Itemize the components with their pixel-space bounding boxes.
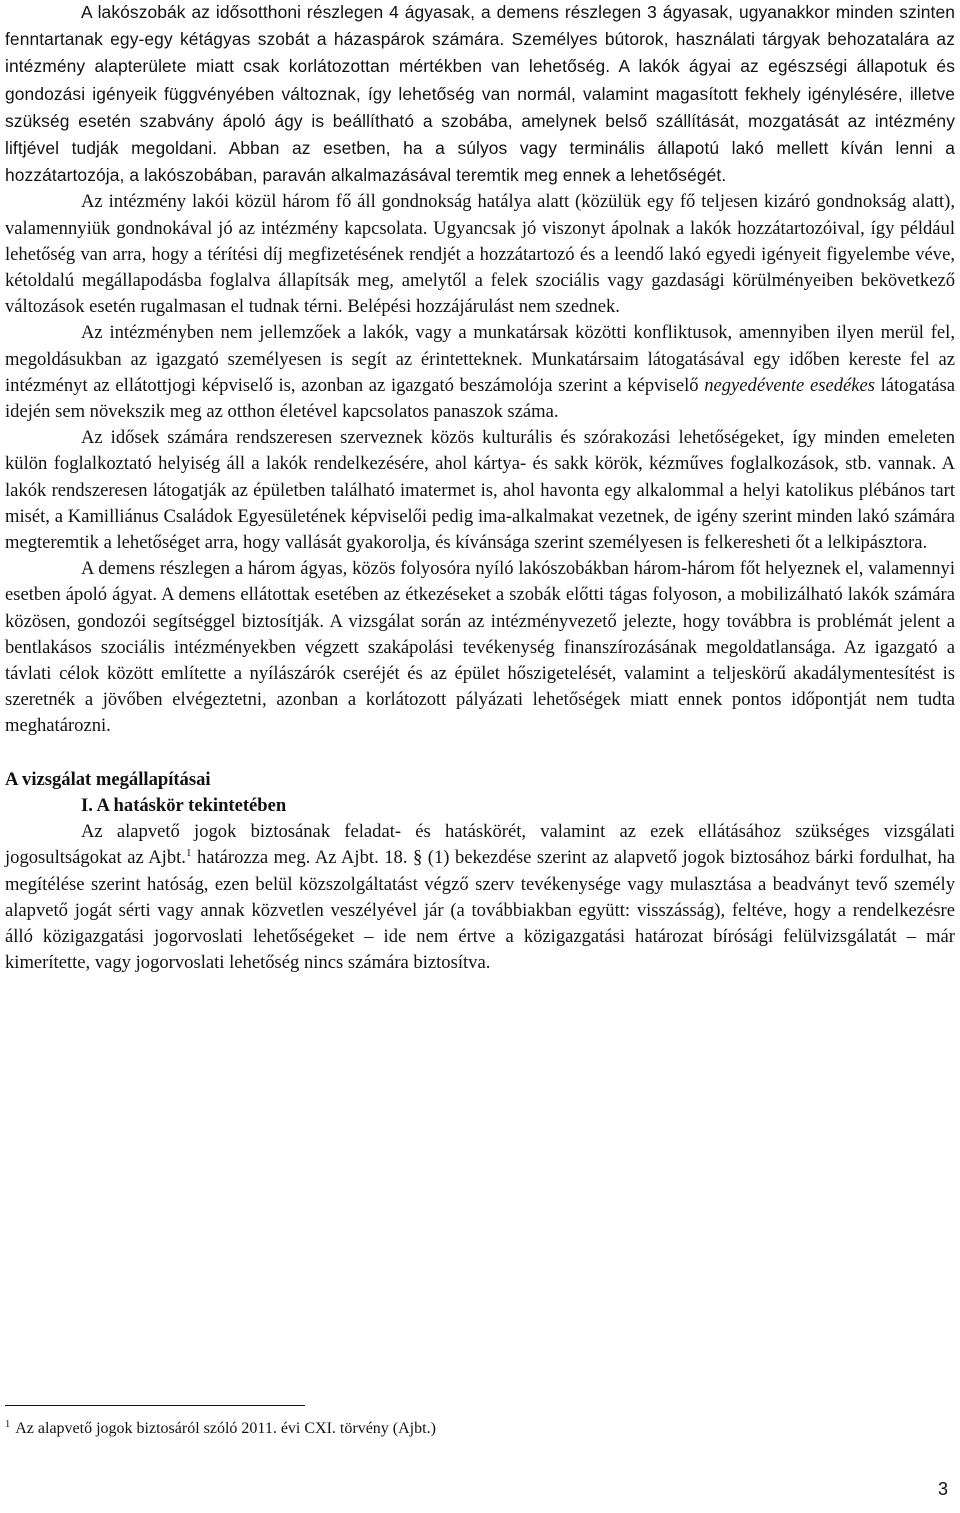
section-heading: A vizsgálat megállapításai — [5, 768, 211, 790]
footnote-text: Az alapvető jogok biztosáról szóló 2011. évi CXI. törvény (Ajbt.) — [15, 1420, 436, 1437]
paragraph-rooms-text: A lakószobák az idősotthoni részlegen 4 ágyasak, a demens részlegen 3 ágyasak, ugyanakkor minden szinten fenntartanak egy-egy kétágyas szobát a házaspárok számára. Személyes bútorok, használati tárgyak behozatalára az intézmény alapterülete miatt csak korlátozottan mértékben van lehetőség. A lakók ágyai az egészségi állapotuk és gondozási igényeik függvényében változnak, így lehetőség van normál, valamint magasított fekhely igénylésére, illetve szükség esetén szabvány ápoló ágy is beállítható a szobába, amelynek belső szállítását, mozgatását az intézmény liftjével tudják megoldani. Abban az esetben, ha a súlyos vagy terminális állapotú lakó mellett kíván lenni a hozzátartozója, a lakószobában, paraván alkalmazásával teremtik meg ennek a lehetőségét. — [5, 2, 955, 186]
paragraph-conflicts-before: Az intézményben nem jellemzőek a lakók, vagy a munkatársak közötti konfliktusok, amennyiben ilyen merül fel, megoldásukban az igazgató személyesen is segít az érintetteknek. Munkatársaim látogatásával egy időben kereste fel az intézményt az ellátottjogi képviselő is, azonban az igazgató beszámolója szerint a képviselő — [5, 322, 955, 396]
paragraph-dementia: A demens részlegen a három ágyas, közös folyosóra nyíló lakószobákban három-három főt helyeznek el, valamennyi esetben ápoló ágyat. A demens ellátottak esetében az étkezéseket a szobák előtti tágas folyoson, a mobilizálható lakók számára közösen, gondozói segítséggel biztosítják. A vizsgálat során az intézményvezető jelezte, hogy továbbra is problémát jelent a bentlakásos szociális intézményekben végzett szakápolási tevékenység finanszírozásának megoldatlansága. Az igazgató a távlati célok között említette a nyílászárók cseréjét és az épület hőszigetelését, valamint a teljeskörű akadálymentesítést is szeretnék a jövőben elvégeztetni, azonban a korlátozott pályázati lehetőségek miatt ennek pontos időpontját nem tudta meghatározni. — [5, 558, 955, 737]
footnote — [5, 1418, 436, 1440]
paragraph-conflicts-after: látogatása idején sem növekszik meg az otthon életével kapcsolatos panaszok száma. — [5, 374, 955, 423]
paragraph-conflicts-italic: negyedévente esedékes — [704, 374, 875, 396]
paragraph-competence-before: Az alapvető jogok biztosának feladat- és hatáskörét, valamint az ezek ellátásához szükséges vizsgálati jogosultságokat az Ajbt. — [5, 821, 955, 869]
footnote-reference[interactable]: 1 — [185, 847, 192, 860]
page-number: 3 — [937, 1479, 948, 1499]
footnote-divider — [5, 1405, 305, 1406]
footnote-number: 1 — [5, 1419, 11, 1430]
section-subheading: I. A hatáskör tekintetében — [81, 794, 287, 816]
document-page — [5, 0, 955, 976]
paragraph-culture: Az idősek számára rendszeresen szerveznek közös kulturális és szórakozási lehetőségeket, így minden emeleten külön foglalkoztató helyiség áll a lakók rendelkezésére, ahol kártya- és sakk körök, kézműves foglalkozások, stb. vannak. A lakók rendszeresen látogatják az épületben található imatermet is, ahol havonta egy alkalommal a helyi katolikus plébános tart misét, a Kamilliánus Családok Egyesületének képviselői pedig ima-alkalmakat vezetnek, de igény szerint minden lakó számára megteremtik a lehetőséget arra, hogy vallását gyakorolja, és kívánsága szerint személyesen is felkeresheti őt a lelkipásztora. — [5, 427, 955, 554]
paragraph-guardianship: Az intézmény lakói közül három fő áll gondnokság hatálya alatt (közülük egy fő teljesen kizáró gondnokság alatt), valamennyiük gondnokával jó az intézmény kapcsolata. Ugyancsak jó viszonyt ápolnak a lakók hozzátartozóival, így például lehetőség van arra, hogy a térítési díj megfizetésének rendjét a hozzátartozó és a leendő lakó egyedi igényeit figyelembe véve, kétoldalú megállapodásba foglalva állapítsák meg, amelytől a felek szociális vagy gazdasági körülményeiben bekövetkező változások esetén rugalmasan el tudnak térni. Belépési hozzájárulást nem szednek. — [5, 191, 955, 318]
paragraph-rooms — [5, 0, 955, 189]
paragraph-competence — [5, 819, 955, 976]
paragraph-conflicts — [5, 320, 955, 425]
paragraph-competence-after: határozza meg. Az Ajbt. 18. § (1) bekezdése szerint az alapvető jogok biztosához bárki fordulhat, ha megítélése szerint hatóság, ezen belül közszolgáltatást végző szerv tevékenysége vagy mulasztása a beadványt tevő személy alapvető jogát sérti vagy annak közvetlen veszélyével jár (a továbbiakban együtt: visszásság), feltéve, hogy a rendelkezésre álló közigazgatási jogorvoslati lehetőségeket – ide nem értve a közigazgatási határozat bírósági felülvizsgálatát – már kimerítette, vagy jogorvoslati lehetőség nincs számára biztosítva. — [5, 847, 955, 974]
